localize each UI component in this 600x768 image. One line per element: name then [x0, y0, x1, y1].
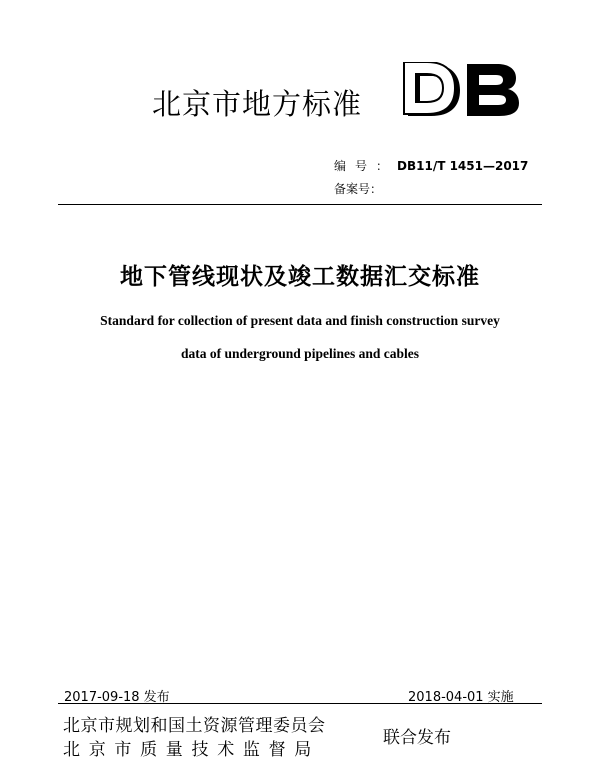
- title-english-line1: Standard for collection of present data and finish construction survey: [100, 313, 500, 328]
- title-chinese: 地下管线现状及竣工数据汇交标准: [120, 264, 480, 290]
- joint-release-label: 联合发布: [383, 728, 451, 748]
- issuer-planning-commission: 北京市规划和国土资源管理委员会: [63, 716, 326, 736]
- issuer-quality-bureau: 北京市质量技术监督局: [63, 740, 320, 760]
- top-divider: [58, 204, 542, 205]
- db-logo: [403, 62, 521, 118]
- title-english-line2: data of underground pipelines and cables: [181, 346, 419, 361]
- standard-type-heading: 北京市地方标准: [152, 87, 363, 121]
- filing-number-label: 备案号：: [334, 182, 383, 196]
- issue-date: 2017-09-18 发布: [64, 690, 170, 705]
- bottom-divider: [58, 703, 542, 704]
- standard-code-line: [334, 157, 528, 174]
- implementation-date: 2018-04-01 实施: [408, 690, 514, 705]
- standard-code-label: 编号：: [334, 159, 398, 173]
- standard-code-value: DB11/T 1451—2017: [397, 159, 529, 173]
